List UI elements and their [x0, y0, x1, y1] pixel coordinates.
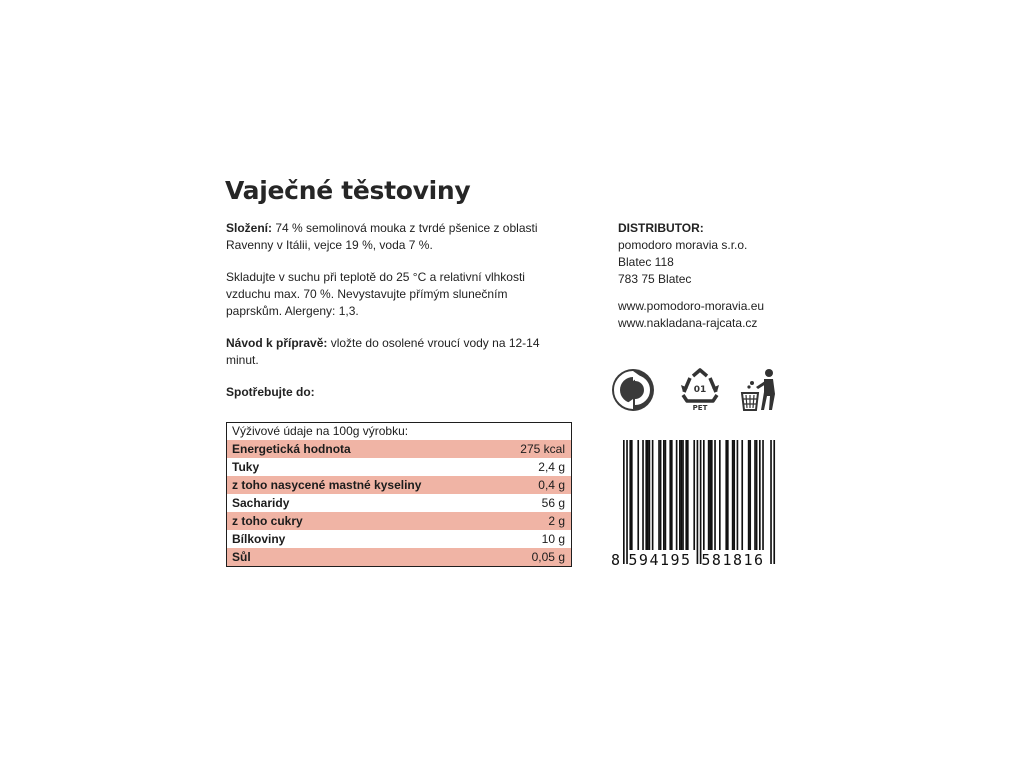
- composition-value: 74 % semolinová mouka z tvrdé pšenice z oblasti: [275, 221, 538, 235]
- composition-text: [226, 220, 566, 254]
- barcode-bar: [732, 440, 734, 550]
- barcode-bar: [669, 440, 671, 550]
- barcode-bar: [642, 440, 644, 550]
- nutrition-row: [227, 548, 571, 566]
- nutrition-row-name: Tuky: [232, 460, 260, 474]
- instructions-label: Návod k přípravě:: [226, 336, 328, 350]
- barcode-guard-bar: [700, 440, 702, 564]
- storage-line: paprskům. Alergeny: 1,3.: [226, 304, 359, 318]
- barcode-bar: [733, 440, 735, 550]
- nutrition-row: [227, 530, 571, 548]
- barcode-bar: [671, 440, 673, 550]
- distributor-company: pomodoro moravia s.r.o.: [618, 238, 748, 252]
- website-link[interactable]: www.pomodoro-moravia.eu: [618, 299, 765, 313]
- barcode-left-digits: 594195: [628, 551, 692, 568]
- websites-block: [618, 298, 818, 332]
- barcode-right-digits: 581816: [701, 551, 765, 568]
- nutrition-row-value: 275 kcal: [520, 442, 565, 456]
- instructions-value-2: minut.: [226, 353, 259, 367]
- distributor-label: DISTRIBUTOR:: [618, 221, 704, 235]
- barcode-bar: [645, 440, 647, 550]
- instructions-text: [226, 335, 566, 369]
- barcode-bar: [660, 440, 662, 550]
- barcode-bar: [754, 440, 756, 550]
- nutrition-row-name: z toho nasycené mastné kyseliny: [232, 478, 422, 492]
- barcode-bar: [649, 440, 651, 550]
- barcode-bar: [719, 440, 721, 550]
- best-before: [226, 384, 566, 401]
- barcode-bar: [703, 440, 705, 550]
- nutrition-row-value: 2 g: [548, 514, 565, 528]
- nutrition-row-name: Sacharidy: [232, 496, 290, 510]
- composition-value-2: Ravenny v Itálii, vejce 19 %, voda 7 %.: [226, 238, 433, 252]
- nutrition-row-value: 0,05 g: [531, 550, 565, 564]
- barcode-bar: [637, 440, 639, 550]
- barcode-guard-bar: [770, 440, 772, 564]
- barcode-bar: [676, 440, 678, 550]
- barcode-bar: [714, 440, 716, 550]
- barcode-guard-bar: [773, 440, 775, 564]
- barcode-bar: [652, 440, 654, 550]
- ean13-barcode: [608, 438, 780, 568]
- barcode-bar: [665, 440, 667, 550]
- barcode-bar: [681, 440, 683, 550]
- instructions-value: vložte do osolené vroucí vody na 12-14: [330, 336, 540, 350]
- barcode-guard-bar: [626, 440, 628, 564]
- barcode-bar: [762, 440, 764, 550]
- barcode-bar: [679, 440, 681, 550]
- barcode-bar: [759, 440, 761, 550]
- nutrition-row-value: 2,4 g: [538, 460, 565, 474]
- recycle-material: PET: [692, 404, 708, 412]
- barcode-bar: [687, 440, 689, 550]
- nutrition-row-name: Energetická hodnota: [232, 442, 351, 456]
- barcode-bar: [748, 440, 750, 550]
- nutrition-row-name: Bílkoviny: [232, 532, 286, 546]
- nutrition-row-name: z toho cukry: [232, 514, 303, 528]
- barcode-bar: [682, 440, 684, 550]
- barcode-bar: [631, 440, 633, 550]
- barcode-guard-bar: [623, 440, 625, 564]
- distributor-city: 783 75 Blatec: [618, 272, 692, 286]
- barcode-bar: [749, 440, 751, 550]
- distributor-street: Blatec 118: [618, 255, 674, 269]
- nutrition-table: [226, 422, 572, 567]
- website-link[interactable]: www.nakladana-rajcata.cz: [618, 316, 758, 330]
- nutrition-row-name: Sůl: [232, 550, 251, 564]
- barcode-bar: [685, 440, 687, 550]
- storage-line: vzduchu max. 70 %. Nevystavujte přímým slunečním: [226, 287, 508, 301]
- barcode-first-digit: 8: [611, 551, 621, 568]
- nutrition-row-value: 0,4 g: [538, 478, 565, 492]
- barcode-bars: [623, 440, 775, 564]
- barcode-bar: [708, 440, 710, 550]
- barcode-bar: [741, 440, 743, 550]
- nutrition-row: [227, 512, 571, 530]
- barcode-bar: [711, 440, 713, 550]
- barcode-bar: [647, 440, 649, 550]
- distributor-block: [618, 220, 818, 288]
- barcode-bar: [725, 440, 727, 550]
- nutrition-table-header: Výživové údaje na 100g výrobku:: [227, 423, 571, 440]
- barcode-bar: [727, 440, 729, 550]
- barcode-bar: [709, 440, 711, 550]
- nutrition-row-value: 56 g: [541, 496, 565, 510]
- green-dot-recycling-icon: [611, 368, 655, 412]
- storage-line: Skladujte v suchu při teplotě do 25 °C a relativní vlhkosti: [226, 270, 525, 284]
- tidyman-disposal-icon: [740, 368, 780, 412]
- nutrition-row: [227, 494, 571, 512]
- product-title: Vaječné těstoviny: [225, 176, 471, 205]
- composition-label: Složení:: [226, 221, 273, 235]
- recycle-pet-icon: [679, 368, 721, 412]
- best-before-label: Spotřebujte do:: [226, 385, 315, 399]
- nutrition-row-value: 10 g: [541, 532, 565, 546]
- recycle-code: 01: [693, 385, 707, 395]
- barcode-bar: [658, 440, 660, 550]
- nutrition-row: [227, 476, 571, 494]
- barcode-bar: [756, 440, 758, 550]
- nutrition-row: [227, 440, 571, 458]
- barcode-guard-bar: [697, 440, 699, 564]
- storage-text: [226, 269, 566, 320]
- barcode-bar: [737, 440, 739, 550]
- barcode-bar: [663, 440, 665, 550]
- barcode-bar: [629, 440, 631, 550]
- nutrition-row: [227, 458, 571, 476]
- barcode-bar: [693, 440, 695, 550]
